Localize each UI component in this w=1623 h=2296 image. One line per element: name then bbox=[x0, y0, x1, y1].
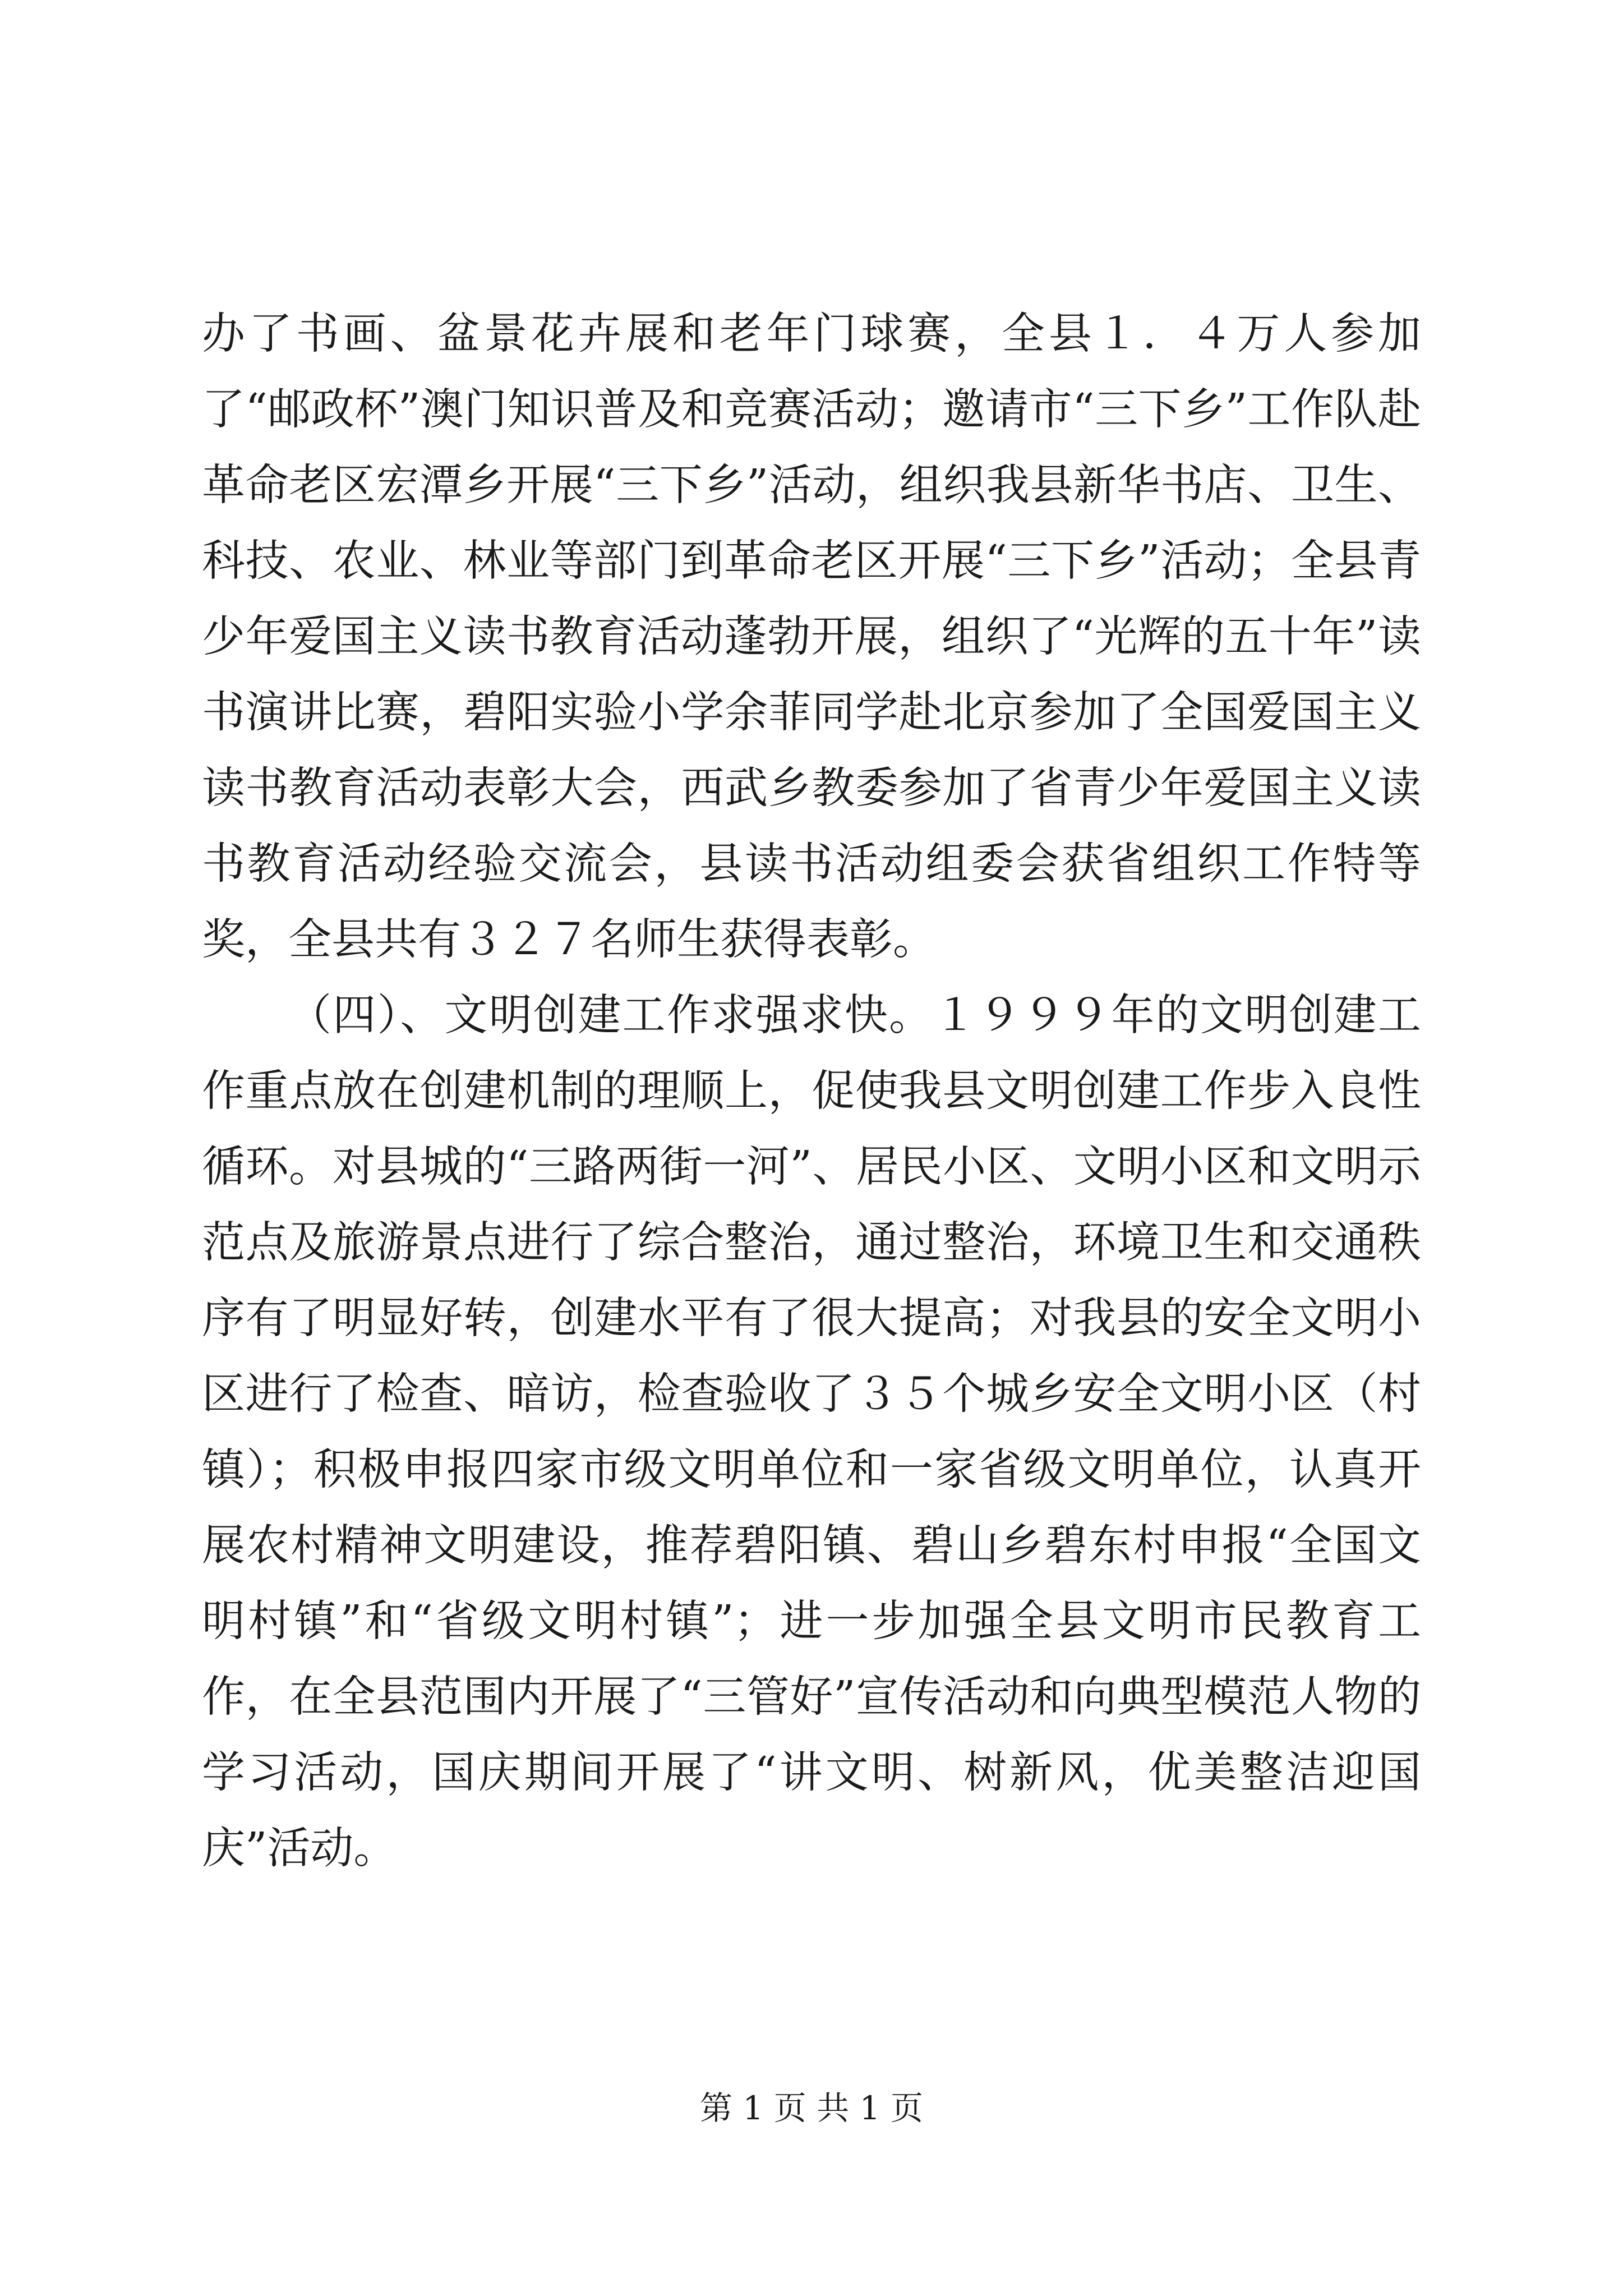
document-body bbox=[202, 296, 1421, 1887]
page-footer: 第 1 页 共 1 页 bbox=[700, 2089, 923, 2127]
paragraph-continuation: 办了书画、盆景花卉展和老年门球赛，全县１．４万人参加了“邮政杯”澳门知识普及和竞赛活动；邀请市“三下乡”工作队赴革命老区宏潭乡开展“三下乡”活动，组织我县新华书店、卫生、科技、农业、林业等部门到革命老区开展“三下乡”活动；全县青少年爱国主义读书教育活动蓬勃开展，组织了“光辉的五十年”读书演讲比赛，碧阳实验小学余菲同学赴北京参加了全国爱国主义读书教育活动表彰大会，西武乡教委参加了省青少年爱国主义读书教育活动经验交流会，县读书活动组委会获省组织工作特等奖，全县共有３２７名师生获得表彰。 bbox=[202, 309, 1421, 965]
paragraph-civilization-building: （四）、文明创建工作求强求快。１９９９年的文明创建工作重点放在创建机制的理顺上，促使我县文明创建工作步入良性循环。对县城的“三路两街一河”、居民小区、文明小区和文明示范点及旅游景点进行了综合整治，通过整治，环境卫生和交通秩序有了明显好转，创建水平有了很大提高；对我县的安全文明小区进行了检查、暗访，检查验收了３５个城乡安全文明小区（村镇）；积极申报四家市级文明单位和一家省级文明单位，认真开展农村精神文明建设，推荐碧阳镇、碧山乡碧东村申报“全国文明村镇”和“省级文明村镇”；进一步加强全县文明市民教育工作，在全县范围内开展了“三管好”宣传活动和向典型模范人物的学习活动，国庆期间开展了“讲文明、树新风，优美整洁迎国庆”活动。 bbox=[202, 991, 1421, 1874]
